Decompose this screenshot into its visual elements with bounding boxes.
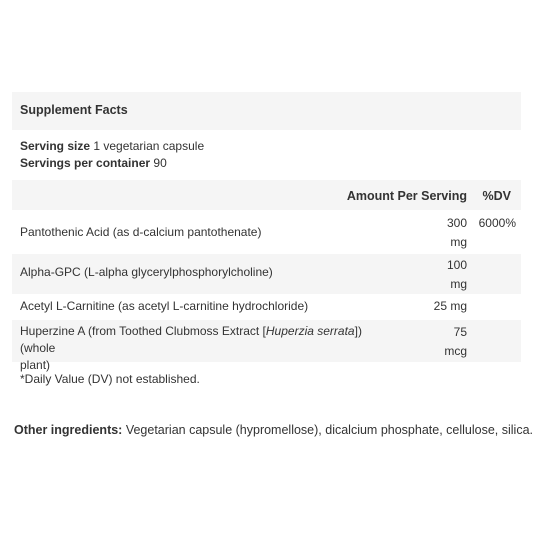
nutrient-name: Alpha-GPC (L-alpha glycerylphosphorylcholine) (20, 265, 273, 279)
serving-size (20, 138, 513, 155)
facts-table-header (12, 180, 521, 210)
servings-per-container-label: Servings per container (20, 156, 151, 170)
amount-unit: mg (450, 235, 467, 249)
nutrient-amount (427, 323, 467, 361)
daily-value-header: %DV (482, 189, 511, 203)
other-ingredients-text: Vegetarian capsule (hypromellose), dicalcium phosphate, cellulose, silica. (125, 423, 533, 437)
servings-per-container-value: 90 (153, 156, 167, 170)
supplement-facts-panel (12, 92, 521, 386)
nutrient-row (12, 320, 521, 372)
dv-footnote: *Daily Value (DV) not established. (20, 372, 200, 386)
nutrient-name: Pantothenic Acid (as d-calcium pantothenate) (20, 225, 262, 239)
name-text: plant) (20, 358, 51, 372)
nutrient-amount (427, 256, 467, 294)
nutrient-row (12, 254, 521, 294)
other-ingredients-label: Other ingredients: (14, 423, 123, 437)
nutrient-dv: 6000% (478, 216, 516, 230)
nutrient-row (12, 294, 521, 320)
amount-per-serving-header: Amount Per Serving (346, 189, 467, 203)
name-text: Huperzine A (from Toothed Clubmoss Extract [ (20, 324, 266, 338)
serving-size-label: Serving size (20, 139, 91, 153)
latin-name: Huperzia serrata (265, 324, 355, 338)
amount-unit: mcg (444, 344, 467, 358)
nutrient-amount (427, 214, 467, 252)
nutrient-name (20, 323, 400, 374)
other-ingredients (14, 423, 533, 437)
nutrient-name: Acetyl L-Carnitine (as acetyl L-carnitine hydrochloride) (20, 299, 309, 313)
amount-value: 100 (446, 258, 467, 272)
amount-value: 300 (446, 216, 467, 230)
supplement-facts-title: Supplement Facts (12, 92, 521, 130)
nutrient-amount: 25 mg (433, 299, 467, 313)
serving-size-value: 1 vegetarian capsule (93, 139, 205, 153)
name-text: ]) (whole (20, 324, 362, 355)
nutrient-row (12, 210, 521, 254)
amount-unit: mg (450, 277, 467, 291)
servings-per-container (20, 155, 513, 172)
serving-info (12, 130, 521, 172)
amount-value: 75 (453, 325, 467, 339)
